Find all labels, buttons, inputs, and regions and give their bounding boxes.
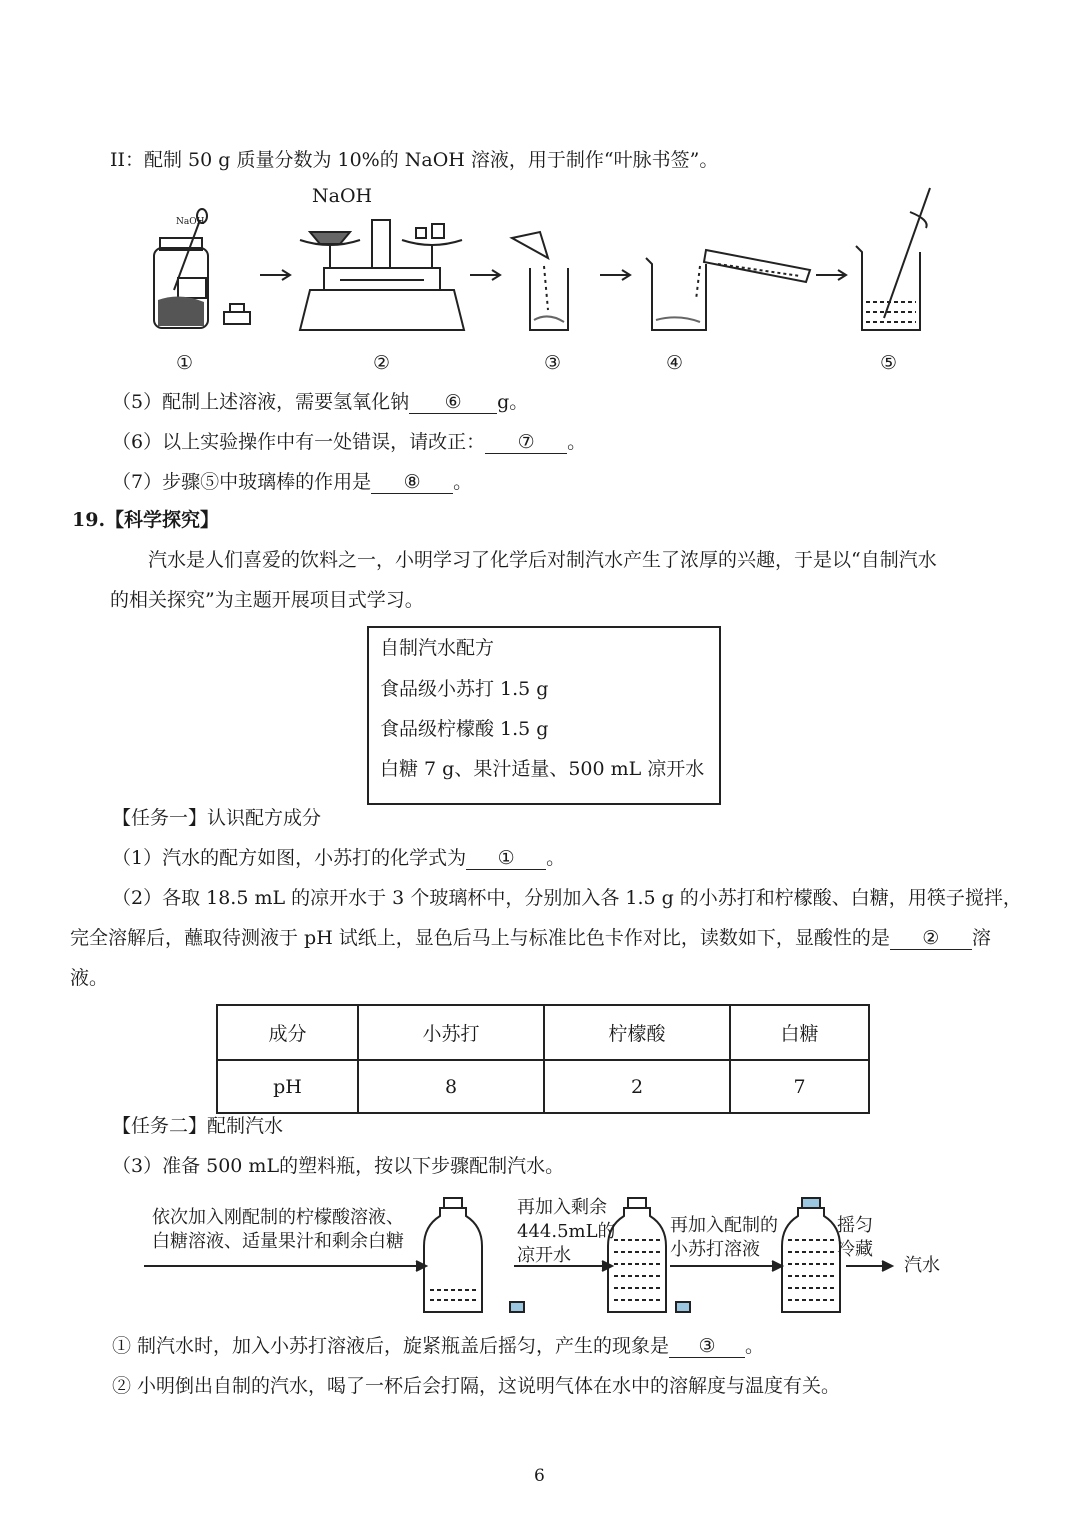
step-label-4: ④ bbox=[666, 352, 684, 374]
q19-intro-line2: 的相关探究”为主题开展项目式学习。 bbox=[110, 589, 424, 611]
q2-line2: 完全溶解后，蘸取待测液于 pH 试纸上，显色后马上与标准比色卡作对比，读数如下，显酸性的是 ② 溶 bbox=[70, 927, 991, 949]
ph-table bbox=[216, 1004, 870, 1114]
table-cell: 8 bbox=[358, 1060, 544, 1113]
recipe-line2: 食品级柠檬酸 1.5 g bbox=[380, 718, 549, 740]
table-cell: pH bbox=[217, 1060, 358, 1113]
sub-question-1: ① 制汽水时，加入小苏打溶液后，旋紧瓶盖后摇匀，产生的现象是 ③ 。 bbox=[112, 1335, 765, 1357]
flow-step1-line2: 白糖溶液、适量果汁和剩余白糖 bbox=[152, 1231, 404, 1252]
table-header: 小苏打 bbox=[358, 1005, 544, 1060]
flow-result: 汽水 bbox=[904, 1255, 940, 1276]
recipe-line1: 食品级小苏打 1.5 g bbox=[380, 678, 549, 700]
answer-blank-7[interactable]: ⑦ bbox=[485, 431, 567, 454]
flow-step2-line2: 444.5mL的 bbox=[517, 1221, 616, 1242]
question-19-title: 19.【科学探究】 bbox=[72, 509, 220, 531]
answer-blank-8[interactable]: ⑧ bbox=[371, 471, 453, 494]
table-header: 成分 bbox=[217, 1005, 358, 1060]
question-6: （6）以上实验操作中有一处错误，请改正： ⑦ 。 bbox=[112, 431, 587, 453]
flow-step2-line1: 再加入剩余 bbox=[517, 1197, 607, 1218]
bottle-icon bbox=[424, 1198, 524, 1312]
sub-question-2: ② 小明倒出自制的汽水，喝了一杯后会打隔，这说明气体在水中的溶解度与温度有关。 bbox=[112, 1375, 841, 1397]
flow-step2-line3: 凉开水 bbox=[517, 1245, 571, 1266]
beaker-cylinder-icon bbox=[646, 250, 810, 330]
task2-heading: 【任务二】配制汽水 bbox=[112, 1115, 284, 1137]
flow-step3-line2: 小苏打溶液 bbox=[670, 1239, 760, 1260]
step-label-1: ① bbox=[176, 352, 194, 374]
answer-blank-3[interactable]: ③ bbox=[669, 1335, 745, 1358]
balance-icon bbox=[300, 220, 464, 330]
naoh-label: NaOH bbox=[312, 185, 373, 207]
preparation-steps-figure bbox=[140, 180, 960, 350]
bottle-label: NaOH bbox=[176, 217, 205, 227]
table-row bbox=[217, 1060, 869, 1113]
part2-intro: II：配制 50 g 质量分数为 10%的 NaOH 溶液，用于制作“叶脉书签”。 bbox=[110, 149, 719, 171]
answer-blank-2[interactable]: ② bbox=[890, 927, 972, 950]
recipe-title: 自制汽水配方 bbox=[380, 637, 495, 659]
table-cell: 2 bbox=[544, 1060, 730, 1113]
flow-step4-line2: 冷藏 bbox=[837, 1239, 873, 1260]
flow-step3-line1: 再加入配制的 bbox=[670, 1215, 778, 1236]
table-header: 柠檬酸 bbox=[544, 1005, 730, 1060]
question-3: （3）准备 500 mL的塑料瓶，按以下步骤配制汽水。 bbox=[112, 1155, 565, 1177]
q19-intro-line1: 汽水是人们喜爱的饮料之一，小明学习了化学后对制汽水产生了浓厚的兴趣，于是以“自制汽水 bbox=[148, 549, 937, 571]
table-cell: 7 bbox=[730, 1060, 869, 1113]
table-header-row bbox=[217, 1005, 869, 1060]
answer-blank-6[interactable]: ⑥ bbox=[409, 391, 497, 414]
beaker-icon bbox=[512, 232, 568, 330]
answer-blank-1[interactable]: ① bbox=[466, 847, 546, 870]
question-1: （1）汽水的配方如图，小苏打的化学式为 ① 。 bbox=[112, 847, 566, 869]
step-label-5: ⑤ bbox=[880, 352, 898, 374]
stirring-beaker-icon bbox=[856, 188, 930, 330]
bottle-icon bbox=[782, 1198, 840, 1312]
step-label-3: ③ bbox=[544, 352, 562, 374]
step-label-2: ② bbox=[373, 352, 391, 374]
page-number: 6 bbox=[534, 1466, 545, 1486]
flow-step4-line1: 摇匀 bbox=[837, 1215, 873, 1236]
q2-line3: 液。 bbox=[70, 967, 109, 989]
q2-line1: （2）各取 18.5 mL 的凉开水于 3 个玻璃杯中，分别加入各 1.5 g 的小苏打和柠檬酸、白糖，用筷子搅拌， bbox=[112, 887, 1022, 909]
table-header: 白糖 bbox=[730, 1005, 869, 1060]
task1-heading: 【任务一】认识配方成分 bbox=[112, 807, 322, 829]
recipe-line3: 白糖 7 g、果汁适量、500 mL 凉开水 bbox=[380, 758, 705, 780]
flow-step1-line1: 依次加入刚配制的柠檬酸溶液、 bbox=[152, 1207, 404, 1228]
question-5: （5）配制上述溶液，需要氢氧化钠 ⑥ g。 bbox=[112, 391, 529, 413]
question-7: （7）步骤⑤中玻璃棒的作用是 ⑧ 。 bbox=[112, 471, 473, 493]
